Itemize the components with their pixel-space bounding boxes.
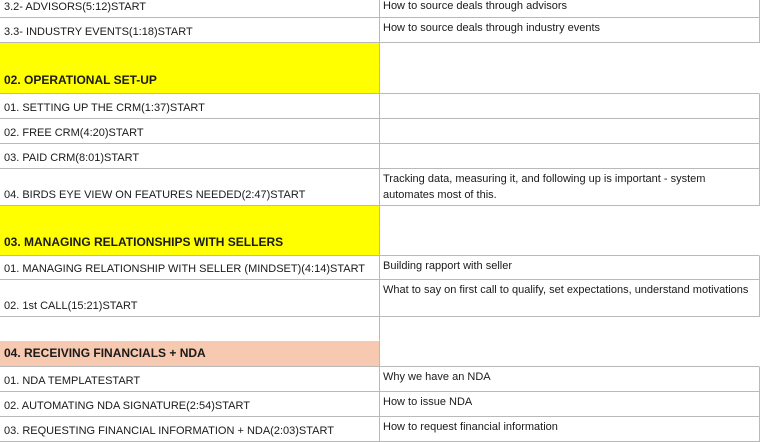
description-cell[interactable]: How to request financial information (380, 417, 760, 442)
table-row (0, 43, 760, 66)
table-row (0, 0, 760, 18)
table-row (0, 392, 760, 417)
section-heading[interactable]: 03. MANAGING RELATIONSHIPS WITH SELLERS (0, 229, 380, 256)
lesson-cell[interactable]: 01. NDA TEMPLATESTART (0, 367, 380, 392)
lesson-cell[interactable]: 02. AUTOMATING NDA SIGNATURE(2:54)START (0, 392, 380, 417)
description-cell[interactable]: How to issue NDA (380, 392, 760, 417)
table-row (0, 280, 760, 317)
table-row (0, 119, 760, 144)
section-row (0, 229, 760, 256)
lesson-cell[interactable]: 04. BIRDS EYE VIEW ON FEATURES NEEDED(2:47)START (0, 169, 380, 206)
description-cell[interactable]: Why we have an NDA (380, 367, 760, 392)
table-row (0, 367, 760, 392)
table-row (0, 94, 760, 119)
lesson-cell[interactable]: 01. MANAGING RELATIONSHIP WITH SELLER (MINDSET)(4:14)START (0, 256, 380, 280)
table-row (0, 169, 760, 206)
lesson-cell[interactable]: 3.3- INDUSTRY EVENTS(1:18)START (0, 18, 380, 43)
description-cell[interactable] (380, 94, 760, 119)
spacer-cell[interactable] (0, 43, 380, 66)
section-heading[interactable]: 04. RECEIVING FINANCIALS + NDA (0, 341, 380, 367)
lesson-cell[interactable]: 01. SETTING UP THE CRM(1:37)START (0, 94, 380, 119)
section-row (0, 341, 760, 367)
table-row (0, 256, 760, 280)
description-cell[interactable]: Tracking data, measuring it, and following up is important - system automates most of this. (380, 169, 760, 206)
table-row (0, 317, 760, 341)
lesson-cell[interactable]: 02. 1st CALL(15:21)START (0, 280, 380, 317)
section-heading[interactable]: 02. OPERATIONAL SET-UP (0, 66, 380, 94)
description-cell[interactable]: Building rapport with seller (380, 256, 760, 280)
lesson-cell[interactable]: 3.2- ADVISORS(5:12)START (0, 0, 380, 18)
description-cell[interactable]: How to source deals through advisors (380, 0, 760, 18)
spacer-cell[interactable] (0, 206, 380, 229)
lesson-cell[interactable]: 03. REQUESTING FINANCIAL INFORMATION + NDA(2:03)START (0, 417, 380, 442)
spacer-cell[interactable] (380, 43, 760, 66)
table-row (0, 206, 760, 229)
spacer-cell[interactable] (380, 317, 760, 341)
section-row (0, 66, 760, 94)
lesson-cell[interactable]: 02. FREE CRM(4:20)START (0, 119, 380, 144)
empty-cell[interactable] (380, 66, 760, 94)
empty-cell[interactable] (380, 229, 760, 256)
description-cell[interactable] (380, 144, 760, 169)
description-cell[interactable] (380, 119, 760, 144)
lesson-cell[interactable]: 03. PAID CRM(8:01)START (0, 144, 380, 169)
spacer-cell[interactable] (0, 317, 380, 341)
spacer-cell[interactable] (380, 206, 760, 229)
description-cell[interactable]: How to source deals through industry events (380, 18, 760, 43)
table-row (0, 144, 760, 169)
description-cell[interactable]: What to say on first call to qualify, set expectations, understand motivations (380, 280, 760, 317)
table-row (0, 417, 760, 442)
table-row (0, 18, 760, 43)
empty-cell[interactable] (380, 341, 760, 367)
